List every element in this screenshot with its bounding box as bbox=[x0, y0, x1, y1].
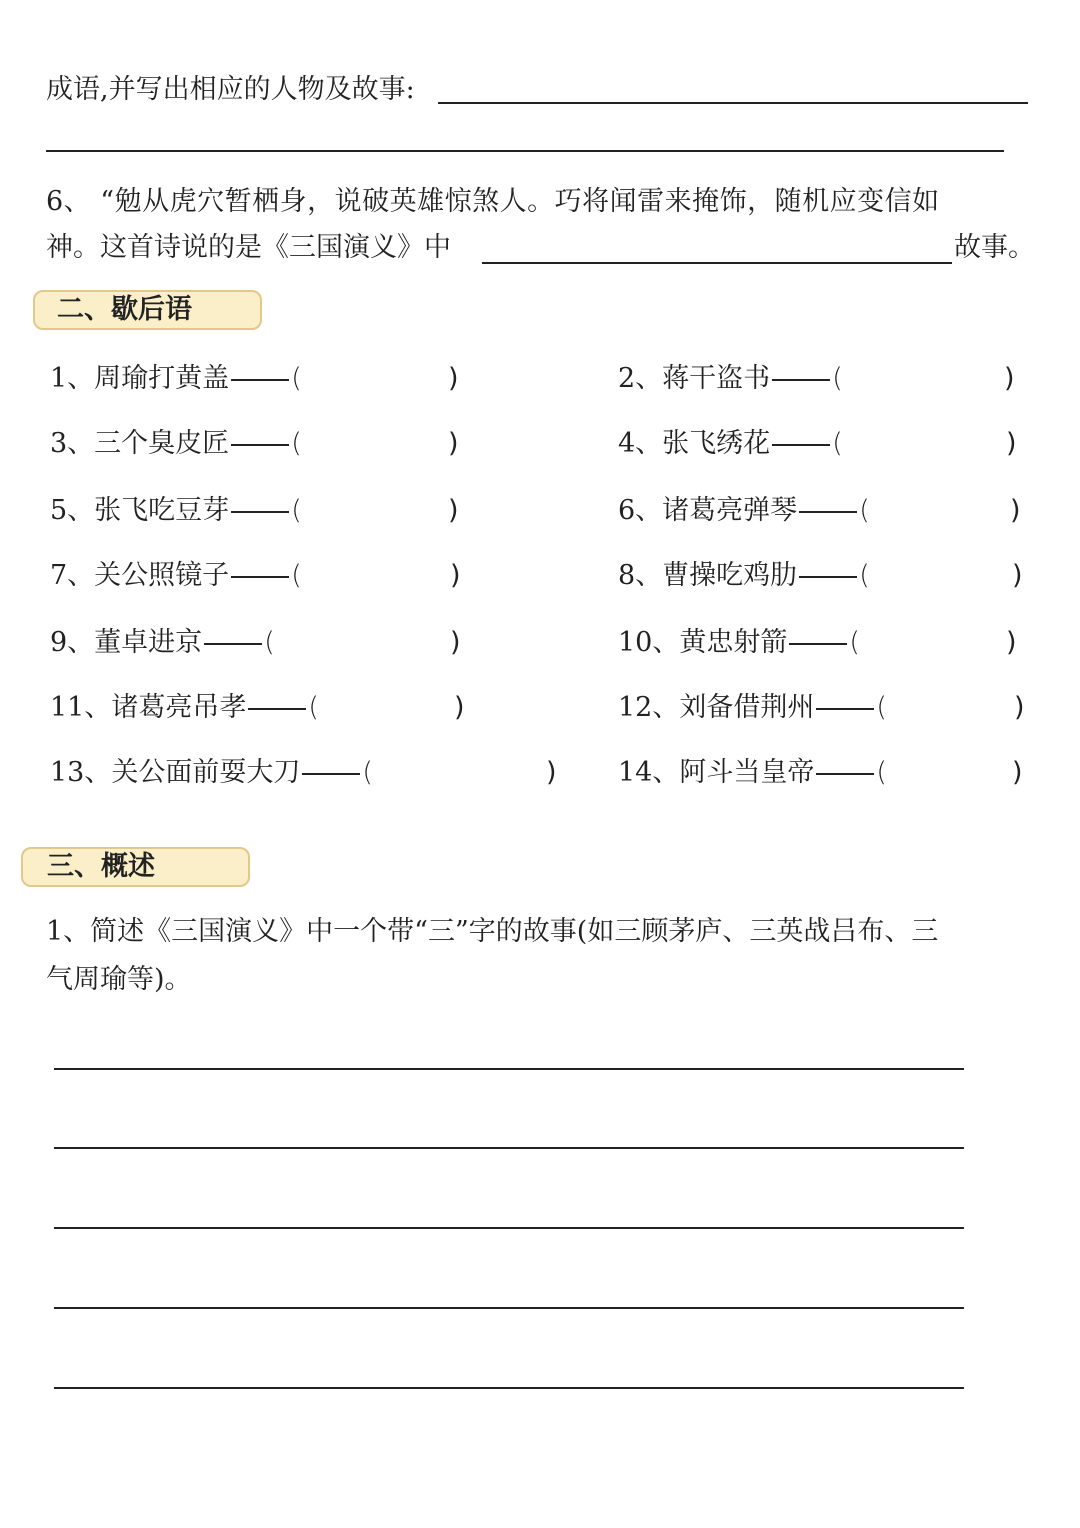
xiehouyu-item bbox=[618, 625, 860, 661]
answer-paren-open[interactable]: ( bbox=[264, 627, 275, 658]
answer-paren-close[interactable]: ) bbox=[1006, 428, 1017, 459]
answer-paren-open[interactable]: ( bbox=[362, 757, 373, 788]
question-6-line-2-end: 故事。 bbox=[954, 232, 1035, 263]
dash-divider bbox=[799, 576, 857, 578]
dash-divider bbox=[789, 643, 847, 645]
dash-divider bbox=[799, 511, 857, 513]
answer-paren-close[interactable]: ) bbox=[450, 560, 461, 591]
xiehouyu-label: 7、关公照镜子 bbox=[50, 560, 230, 591]
xiehouyu-item bbox=[618, 361, 843, 397]
xiehouyu-label: 11、诸葛亮吊孝 bbox=[50, 692, 247, 723]
summary-question-line-2: 气周瑜等)。 bbox=[46, 964, 192, 995]
answer-paren-open[interactable]: ( bbox=[832, 428, 843, 459]
writing-line[interactable] bbox=[54, 1307, 964, 1309]
writing-line[interactable] bbox=[54, 1147, 964, 1149]
xiehouyu-label: 12、刘备借荆州 bbox=[618, 692, 815, 723]
answer-paren-close[interactable]: ) bbox=[448, 363, 459, 394]
answer-paren-open[interactable]: ( bbox=[876, 692, 887, 723]
xiehouyu-item bbox=[50, 625, 275, 661]
question-top-text: 成语,并写出相应的人物及故事: bbox=[46, 74, 415, 105]
xiehouyu-item bbox=[50, 690, 319, 726]
summary-question-line-1: 1、简述《三国演义》中一个带“三”字的故事(如三顾茅庐、三英战吕布、三 bbox=[46, 916, 939, 947]
xiehouyu-item bbox=[618, 558, 870, 594]
answer-line[interactable] bbox=[438, 102, 1028, 104]
writing-line[interactable] bbox=[54, 1227, 964, 1229]
answer-paren-close[interactable]: ) bbox=[450, 627, 461, 658]
section-title-summary: 三、概述 bbox=[21, 847, 250, 887]
answer-paren-close[interactable]: ) bbox=[1010, 495, 1021, 526]
answer-line[interactable] bbox=[46, 150, 1004, 152]
answer-paren-close[interactable]: ) bbox=[448, 495, 459, 526]
writing-line[interactable] bbox=[54, 1387, 964, 1389]
answer-paren-close[interactable]: ) bbox=[1014, 692, 1025, 723]
section-title-xiehouyu: 二、歇后语 bbox=[33, 290, 262, 330]
xiehouyu-item bbox=[618, 493, 870, 529]
xiehouyu-label: 3、三个臭皮匠 bbox=[50, 428, 230, 459]
answer-paren-close[interactable]: ) bbox=[546, 757, 557, 788]
answer-paren-open[interactable]: ( bbox=[291, 495, 302, 526]
question-6-line-1: 6、 “勉从虎穴暂栖身，说破英雄惊煞人。巧将闻雷来掩饰，随机应变信如 bbox=[46, 186, 940, 217]
answer-line[interactable] bbox=[482, 262, 952, 264]
xiehouyu-label: 9、董卓进京 bbox=[50, 627, 203, 658]
answer-paren-close[interactable]: ) bbox=[1004, 363, 1015, 394]
xiehouyu-label: 10、黄忠射箭 bbox=[618, 627, 788, 658]
xiehouyu-item bbox=[50, 493, 302, 529]
dash-divider bbox=[816, 773, 874, 775]
xiehouyu-label: 6、诸葛亮弹琴 bbox=[618, 495, 798, 526]
answer-paren-close[interactable]: ) bbox=[1012, 560, 1023, 591]
answer-paren-open[interactable]: ( bbox=[291, 560, 302, 591]
xiehouyu-label: 13、关公面前耍大刀 bbox=[50, 757, 301, 788]
xiehouyu-item bbox=[50, 755, 373, 791]
answer-paren-open[interactable]: ( bbox=[859, 560, 870, 591]
xiehouyu-item bbox=[618, 755, 887, 791]
answer-paren-open[interactable]: ( bbox=[849, 627, 860, 658]
question-6-line-2: 神。这首诗说的是《三国演义》中 bbox=[46, 232, 451, 263]
dash-divider bbox=[772, 444, 830, 446]
answer-paren-close[interactable]: ) bbox=[1006, 627, 1017, 658]
dash-divider bbox=[816, 708, 874, 710]
xiehouyu-label: 1、周瑜打黄盖 bbox=[50, 363, 230, 394]
dash-divider bbox=[231, 576, 289, 578]
xiehouyu-label: 5、张飞吃豆芽 bbox=[50, 495, 230, 526]
dash-divider bbox=[231, 511, 289, 513]
answer-paren-open[interactable]: ( bbox=[876, 757, 887, 788]
answer-paren-open[interactable]: ( bbox=[832, 363, 843, 394]
dash-divider bbox=[204, 643, 262, 645]
xiehouyu-item bbox=[50, 558, 302, 594]
dash-divider bbox=[231, 444, 289, 446]
answer-paren-close[interactable]: ) bbox=[448, 428, 459, 459]
answer-paren-open[interactable]: ( bbox=[291, 428, 302, 459]
xiehouyu-item bbox=[618, 690, 887, 726]
answer-paren-close[interactable]: ) bbox=[1012, 757, 1023, 788]
xiehouyu-item bbox=[50, 426, 302, 462]
xiehouyu-label: 8、曹操吃鸡肋 bbox=[618, 560, 798, 591]
answer-paren-close[interactable]: ) bbox=[454, 692, 465, 723]
dash-divider bbox=[248, 708, 306, 710]
writing-line[interactable] bbox=[54, 1068, 964, 1070]
dash-divider bbox=[231, 379, 289, 381]
xiehouyu-label: 2、蒋干盗书 bbox=[618, 363, 771, 394]
answer-paren-open[interactable]: ( bbox=[859, 495, 870, 526]
xiehouyu-item bbox=[50, 361, 302, 397]
answer-paren-open[interactable]: ( bbox=[308, 692, 319, 723]
dash-divider bbox=[302, 773, 360, 775]
xiehouyu-label: 14、阿斗当皇帝 bbox=[618, 757, 815, 788]
dash-divider bbox=[772, 379, 830, 381]
xiehouyu-item bbox=[618, 426, 843, 462]
xiehouyu-label: 4、张飞绣花 bbox=[618, 428, 771, 459]
answer-paren-open[interactable]: ( bbox=[291, 363, 302, 394]
